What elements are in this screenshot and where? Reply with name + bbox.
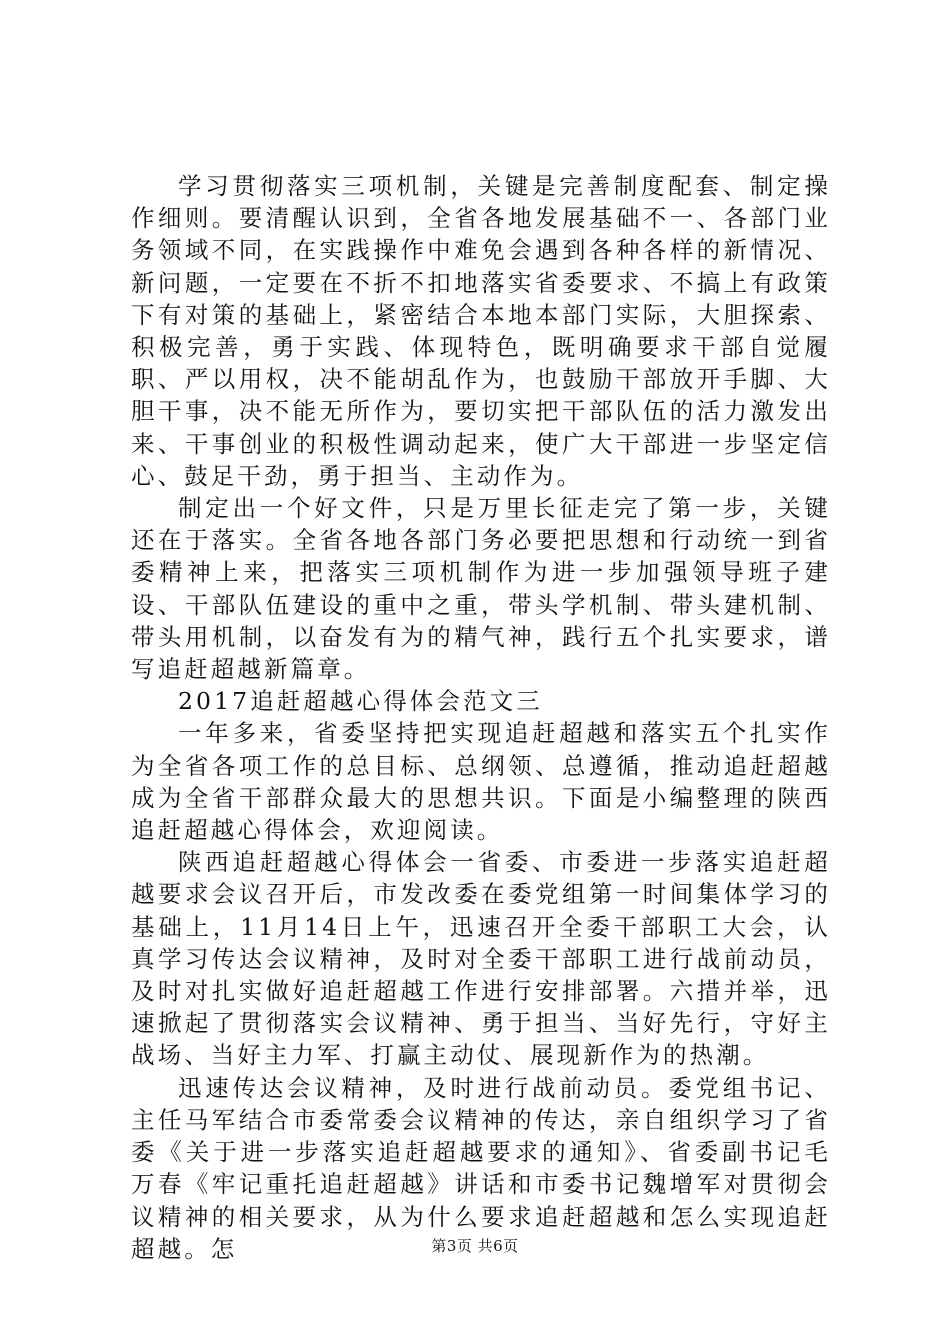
paragraph-experience-one: 陕西追赶超越心得体会一省委、市委进一步落实追赶超越要求会议召开后，市发改委在委党组第一时间集体学习的基础上，11月14日上午，迅速召开全委干部职工大会，认真学习传达会议精神，及时对全委干部职工进行战前动员，及时对扎实做好追赶超越工作进行安排部署。六措并举，迅速掀起了贯彻落实会议精神、勇于担当、当好先行，守好主战场、当好主力军、打赢主动仗、展现新作为的热潮。	[131, 848, 831, 1070]
paragraph-document-execution: 制定出一个好文件，只是万里长征走完了第一步，关键还在于落实。全省各地各部门务必要把思想和行动统一到省委精神上来，把落实三项机制作为进一步加强领导班子建设、干部队伍建设的重中之重，带头学机制、带头建机制、带头用机制，以奋发有为的精气神，践行五个扎实要求，谱写追赶超越新篇章。	[131, 494, 831, 684]
section-heading: 2017追赶超越心得体会范文三	[178, 687, 543, 716]
paragraph-meeting-spirit: 迅速传达会议精神，及时进行战前动员。委党组书记、主任马军结合市委常委会议精神的传达，亲自组织学习了省委《关于进一步落实追赶超越要求的通知》、省委副书记毛万春《牢记重托追赶超越》讲话和市委书记魏增军对贯彻会议精神的相关要求，从为什么要求追赶超越和怎么实现追赶超越。怎	[131, 1073, 831, 1263]
paragraph-mechanism-implementation: 学习贯彻落实三项机制，关键是完善制度配套、制定操作细则。要清醒认识到，全省各地发展基础不一、各部门业务领域不同，在实践操作中难免会遇到各种各样的新情况、新问题，一定要在不折不扣地落实省委要求、不搞上有政策下有对策的基础上，紧密结合本地本部门实际，大胆探索、积极完善，勇于实践、体现特色，既明确要求干部自觉履职、严以用权，决不能胡乱作为，也鼓励干部放开手脚、大胆干事，决不能无所作为，要切实把干部队伍的活力激发出来、干事创业的积极性调动起来，使广大干部进一步坚定信心、鼓足干劲，勇于担当、主动作为。	[131, 172, 831, 490]
paragraph-introduction: 一年多来，省委坚持把实现追赶超越和落实五个扎实作为全省各项工作的总目标、总纲领、总遵循，推动追赶超越成为全省干部群众最大的思想共识。下面是小编整理的陕西追赶超越心得体会，欢迎阅读。	[131, 719, 831, 845]
document-body	[131, 170, 831, 1265]
page-number-footer: 第3页 共6页	[431, 1237, 519, 1255]
